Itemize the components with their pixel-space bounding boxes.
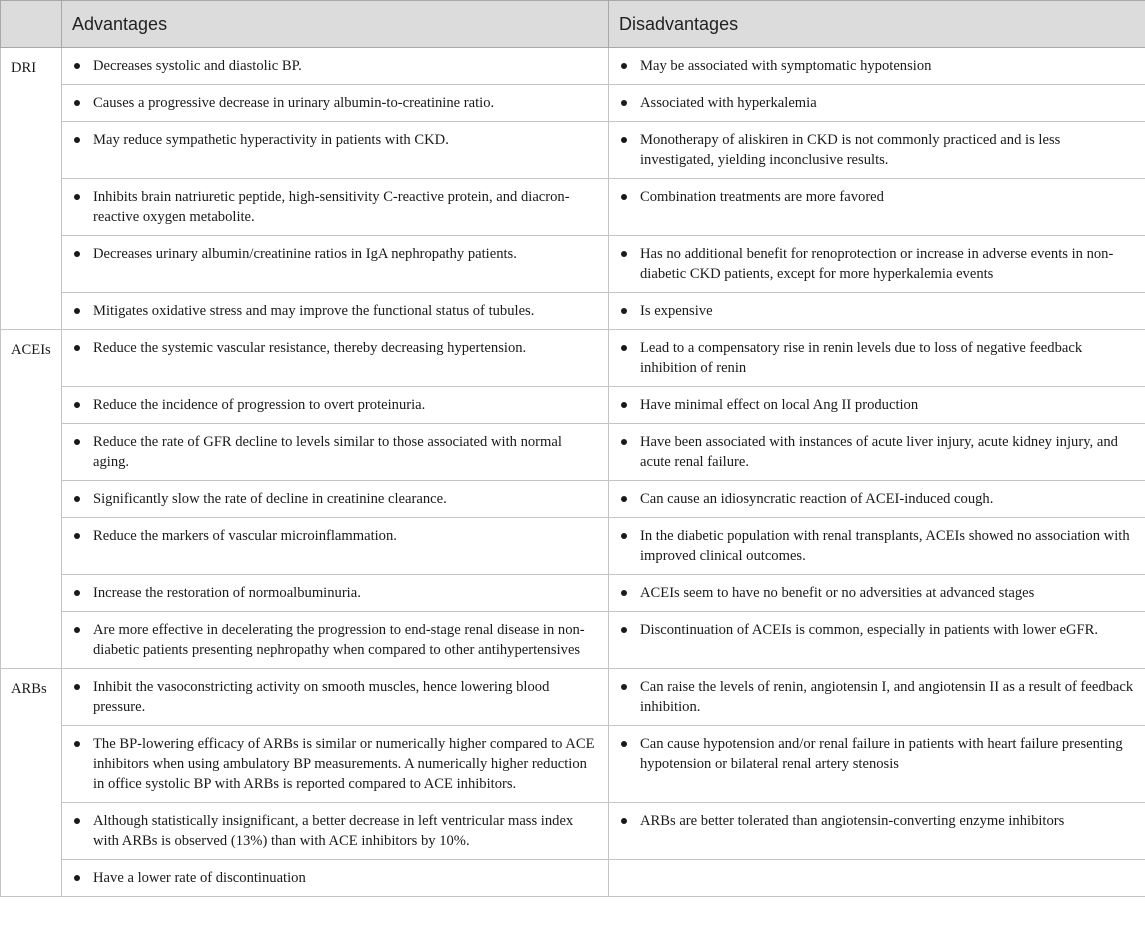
disadvantage-cell <box>609 48 1145 85</box>
bullet-icon <box>621 63 627 69</box>
bullet-text: Can cause hypotension and/or renal failure in patients with heart failure presenting hypotension or bilateral renal artery stenosis <box>640 736 1123 772</box>
bullet-item <box>619 811 1137 831</box>
bullet-item <box>72 868 600 888</box>
disadvantage-cell <box>609 85 1145 122</box>
bullet-item <box>72 244 600 264</box>
disadvantage-cell <box>609 803 1145 860</box>
bullet-item <box>72 489 600 509</box>
bullet-icon <box>74 875 80 881</box>
bullet-text: Reduce the rate of GFR decline to levels similar to those associated with normal aging. <box>93 434 562 470</box>
bullet-text: Is expensive <box>640 303 713 319</box>
bullet-text: In the diabetic population with renal transplants, ACEIs showed no association with improved clinical outcomes. <box>640 528 1130 564</box>
disadvantage-cell <box>609 293 1145 330</box>
bullet-item <box>72 811 600 851</box>
bullet-item <box>619 583 1137 603</box>
bullet-text: Lead to a compensatory rise in renin levels due to loss of negative feedback inhibition of renin <box>640 340 1083 376</box>
bullet-text: ACEIs seem to have no benefit or no adversities at advanced stages <box>640 585 1035 601</box>
table-row <box>1 518 1145 575</box>
table-row <box>1 424 1145 481</box>
disadvantage-cell <box>609 612 1145 669</box>
bullet-item <box>72 734 600 794</box>
bullet-text: Inhibit the vasoconstricting activity on smooth muscles, hence lowering blood pressure. <box>93 679 550 715</box>
bullet-icon <box>621 627 627 633</box>
bullet-text: Mitigates oxidative stress and may improve the functional status of tubules. <box>93 303 535 319</box>
bullet-item <box>619 489 1137 509</box>
bullet-item <box>619 620 1137 640</box>
bullet-icon <box>621 308 627 314</box>
bullet-icon <box>621 590 627 596</box>
bullet-icon <box>621 684 627 690</box>
bullet-item <box>72 677 600 717</box>
bullet-icon <box>74 439 80 445</box>
header-group <box>1 1 62 48</box>
bullet-text: Have minimal effect on local Ang II production <box>640 397 919 413</box>
bullet-icon <box>74 496 80 502</box>
table-row <box>1 293 1145 330</box>
table-row <box>1 122 1145 179</box>
bullet-item <box>72 93 600 113</box>
advantage-cell <box>62 330 609 387</box>
advantage-cell <box>62 860 609 897</box>
bullet-icon <box>621 251 627 257</box>
table-row <box>1 726 1145 803</box>
advantage-cell <box>62 85 609 122</box>
bullet-icon <box>74 251 80 257</box>
bullet-item <box>72 395 600 415</box>
disadvantage-cell <box>609 387 1145 424</box>
bullet-item <box>72 301 600 321</box>
bullet-icon <box>621 137 627 143</box>
bullet-item <box>72 432 600 472</box>
bullet-icon <box>74 627 80 633</box>
advantage-cell <box>62 236 609 293</box>
disadvantage-cell <box>609 424 1145 481</box>
table-row <box>1 669 1145 726</box>
bullet-icon <box>621 345 627 351</box>
bullet-item <box>619 734 1137 774</box>
bullet-item <box>619 526 1137 566</box>
bullet-text: Combination treatments are more favored <box>640 189 884 205</box>
table-row <box>1 481 1145 518</box>
bullet-item <box>72 620 600 660</box>
disadvantage-cell <box>609 575 1145 612</box>
advantage-cell <box>62 518 609 575</box>
header-advantages: Advantages <box>62 1 609 48</box>
table-row <box>1 236 1145 293</box>
bullet-text: May reduce sympathetic hyperactivity in patients with CKD. <box>93 132 449 148</box>
bullet-icon <box>621 439 627 445</box>
bullet-text: Reduce the systemic vascular resistance, thereby decreasing hypertension. <box>93 340 527 356</box>
bullet-text: Decreases urinary albumin/creatinine ratios in IgA nephropathy patients. <box>93 246 517 262</box>
bullet-icon <box>74 818 80 824</box>
bullet-icon <box>74 63 80 69</box>
bullet-text: Can raise the levels of renin, angiotensin I, and angiotensin II as a result of feedback inhibition. <box>640 679 1134 715</box>
bullet-item <box>72 130 600 150</box>
bullet-item <box>619 301 1137 321</box>
table-row <box>1 575 1145 612</box>
bullet-icon <box>621 496 627 502</box>
bullet-text: The BP-lowering efficacy of ARBs is similar or numerically higher compared to ACE inhibitors when using ambulatory BP measurements. A numerically higher reduction in office systolic BP with ARBs is reported compared to ACE inhibitors. <box>93 736 595 792</box>
bullet-item <box>619 187 1137 207</box>
group-label: DRI <box>1 48 62 330</box>
bullet-text: Reduce the incidence of progression to overt proteinuria. <box>93 397 426 413</box>
bullet-icon <box>74 100 80 106</box>
bullet-item <box>72 338 600 358</box>
bullet-item <box>72 187 600 227</box>
bullet-icon <box>74 741 80 747</box>
bullet-icon <box>74 684 80 690</box>
advantage-cell <box>62 575 609 612</box>
bullet-item <box>619 56 1137 76</box>
bullet-icon <box>74 137 80 143</box>
advantage-cell <box>62 612 609 669</box>
bullet-item <box>72 526 600 546</box>
table-row <box>1 48 1145 85</box>
disadvantage-cell <box>609 236 1145 293</box>
bullet-icon <box>621 741 627 747</box>
bullet-text: Have been associated with instances of acute liver injury, acute kidney injury, and acute renal failure. <box>640 434 1118 470</box>
bullet-item <box>619 395 1137 415</box>
table-row <box>1 612 1145 669</box>
advantage-cell <box>62 726 609 803</box>
bullet-item <box>619 338 1137 378</box>
group-label: ACEIs <box>1 330 62 669</box>
bullet-text: Decreases systolic and diastolic BP. <box>93 58 302 74</box>
bullet-item <box>619 130 1137 170</box>
advantage-cell <box>62 669 609 726</box>
bullet-text: Monotherapy of aliskiren in CKD is not commonly practiced and is less investigated, yielding inconclusive results. <box>640 132 1061 168</box>
table-row <box>1 330 1145 387</box>
header-row <box>1 1 1145 48</box>
advantage-cell <box>62 424 609 481</box>
bullet-text: Significantly slow the rate of decline in creatinine clearance. <box>93 491 447 507</box>
table-body <box>1 48 1145 897</box>
advantage-cell <box>62 481 609 518</box>
bullet-text: Have a lower rate of discontinuation <box>93 870 306 886</box>
bullet-text: ARBs are better tolerated than angiotensin-converting enzyme inhibitors <box>640 813 1065 829</box>
advantage-cell <box>62 179 609 236</box>
table-row <box>1 803 1145 860</box>
bullet-text: Has no additional benefit for renoprotection or increase in adverse events in non-diabetic CKD patients, except for more hyperkalemia events <box>640 246 1114 282</box>
advantage-cell <box>62 48 609 85</box>
bullet-icon <box>74 533 80 539</box>
advantage-cell <box>62 803 609 860</box>
disadvantage-cell <box>609 122 1145 179</box>
bullet-item <box>619 244 1137 284</box>
bullet-text: Associated with hyperkalemia <box>640 95 817 111</box>
bullet-icon <box>621 100 627 106</box>
bullet-item <box>619 677 1137 717</box>
disadvantage-cell <box>609 860 1145 897</box>
group-label: ARBs <box>1 669 62 897</box>
header-disadvantages: Disadvantages <box>609 1 1145 48</box>
table-row <box>1 860 1145 897</box>
bullet-icon <box>74 308 80 314</box>
bullet-text: Although statistically insignificant, a better decrease in left ventricular mass index with ARBs is observed (13%) than with ACE inhibitors by 10%. <box>93 813 574 849</box>
bullet-item <box>72 56 600 76</box>
bullet-icon <box>621 533 627 539</box>
disadvantage-cell <box>609 518 1145 575</box>
disadvantage-cell <box>609 726 1145 803</box>
bullet-icon <box>621 194 627 200</box>
advantage-cell <box>62 387 609 424</box>
bullet-icon <box>621 818 627 824</box>
bullet-text: Discontinuation of ACEIs is common, especially in patients with lower eGFR. <box>640 622 1099 638</box>
advantage-cell <box>62 122 609 179</box>
bullet-icon <box>74 194 80 200</box>
bullet-item <box>619 432 1137 472</box>
disadvantage-cell <box>609 669 1145 726</box>
table-row <box>1 387 1145 424</box>
bullet-text: Causes a progressive decrease in urinary albumin-to-creatinine ratio. <box>93 95 495 111</box>
bullet-text: Reduce the markers of vascular microinflammation. <box>93 528 397 544</box>
bullet-icon <box>74 590 80 596</box>
disadvantage-cell <box>609 179 1145 236</box>
bullet-text: May be associated with symptomatic hypotension <box>640 58 932 74</box>
disadvantage-cell <box>609 481 1145 518</box>
table-row <box>1 85 1145 122</box>
table-row <box>1 179 1145 236</box>
bullet-icon <box>621 402 627 408</box>
bullet-icon <box>74 345 80 351</box>
bullet-text: Increase the restoration of normoalbuminuria. <box>93 585 361 601</box>
bullet-item <box>72 583 600 603</box>
bullet-icon <box>74 402 80 408</box>
bullet-text: Can cause an idiosyncratic reaction of ACEI-induced cough. <box>640 491 994 507</box>
bullet-item <box>619 93 1137 113</box>
disadvantage-cell <box>609 330 1145 387</box>
advantage-cell <box>62 293 609 330</box>
bullet-text: Inhibits brain natriuretic peptide, high-sensitivity C-reactive protein, and diacron-reactive oxygen metabolite. <box>93 189 570 225</box>
bullet-text: Are more effective in decelerating the progression to end-stage renal disease in non-diabetic patients presenting nephropathy when compared to other antihypertensives <box>93 622 585 658</box>
